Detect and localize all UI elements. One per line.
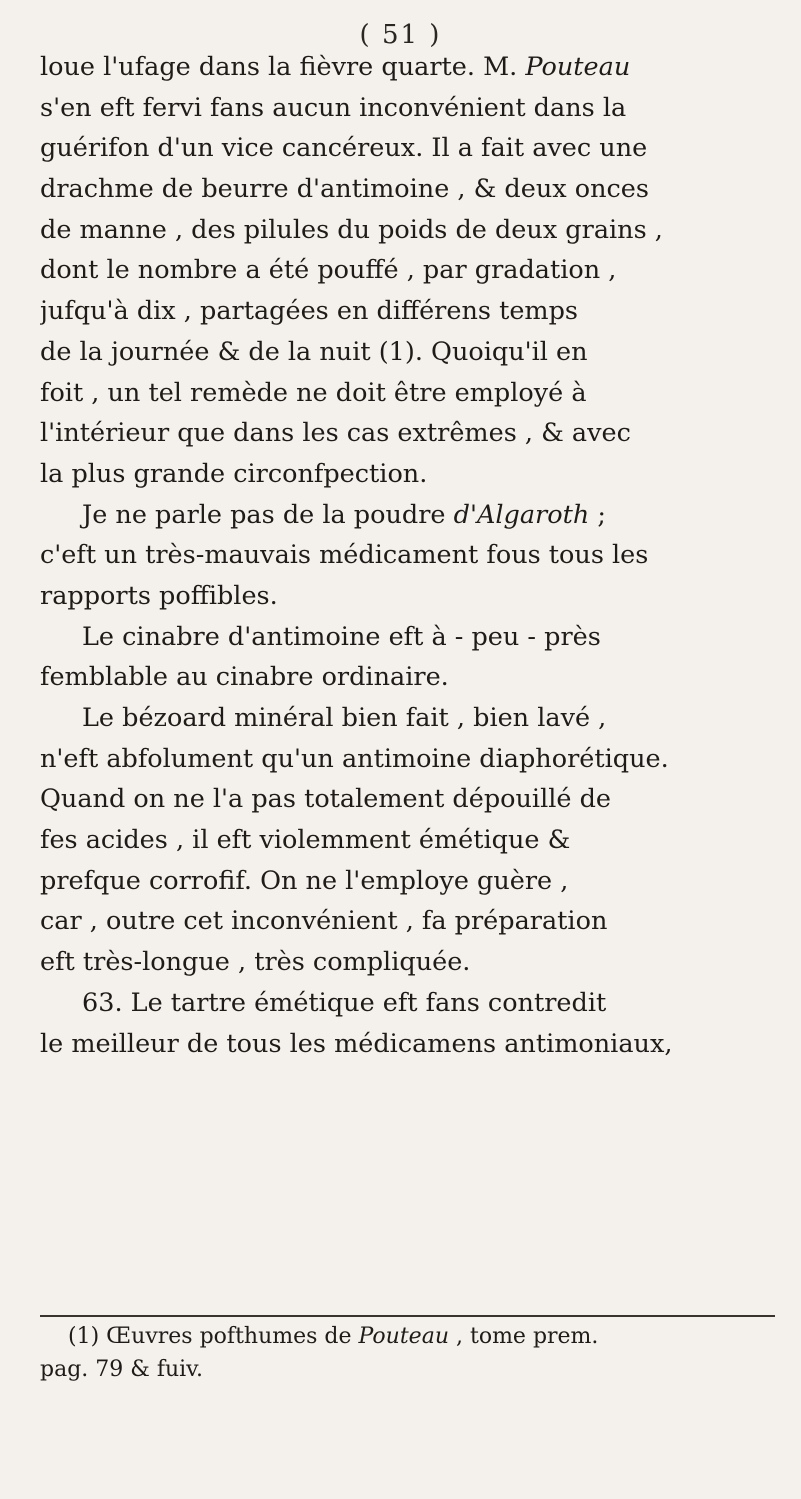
text-segment: , tome prem. — [449, 1324, 599, 1349]
text-segment: de manne , des pilules du poids de deux grains , — [40, 214, 663, 245]
text-segment: jufqu'à dix , partagées en différens temps — [40, 296, 579, 327]
text-line — [40, 657, 775, 698]
text-line — [40, 861, 775, 902]
page-number-header: ( 51 ) — [359, 20, 442, 50]
italic-text: d'Algaroth — [453, 499, 590, 530]
text-segment: la plus grande circonfpection. — [40, 458, 428, 489]
text-line — [40, 901, 775, 942]
text-segment: le meilleur de tous les médicamens antimoniaux, — [40, 1028, 673, 1059]
text-segment: eft très-longue , très compliquée. — [40, 947, 471, 978]
text-line — [40, 88, 775, 129]
text-line — [40, 495, 775, 536]
text-segment: 63. Le tartre émétique eft fans contredit — [82, 987, 607, 1018]
text-line — [40, 983, 775, 1024]
text-segment: Quand on ne l'a pas totalement dépouillé de — [40, 784, 612, 815]
text-segment: rapports poffibles. — [40, 580, 278, 611]
text-line — [40, 576, 775, 617]
text-segment: pag. 79 & fuiv. — [40, 1357, 203, 1382]
text-line — [40, 779, 775, 820]
text-line — [40, 373, 775, 414]
text-segment: s'en eft fervi fans aucun inconvénient dans la — [40, 92, 627, 123]
text-line — [40, 820, 775, 861]
text-segment: dont le nombre a été pouffé , par gradation , — [40, 255, 617, 286]
text-segment: femblable au cinabre ordinaire. — [40, 662, 449, 693]
text-line — [40, 454, 775, 495]
footnote — [40, 1320, 775, 1386]
italic-text: Pouteau — [358, 1324, 449, 1349]
text-line — [40, 291, 775, 332]
text-line — [40, 535, 775, 576]
text-segment: guérifon d'un vice cancéreux. Il a fait avec une — [40, 133, 648, 164]
text-line — [40, 332, 775, 373]
text-line — [40, 413, 775, 454]
text-line — [40, 128, 775, 169]
text-line — [40, 250, 775, 291]
text-line — [40, 617, 775, 658]
text-segment: prefque corrofif. On ne l'employe guère , — [40, 865, 569, 896]
italic-text: Pouteau — [525, 52, 631, 82]
text-line — [40, 942, 775, 983]
footnote-divider — [40, 1315, 775, 1317]
text-segment: de la journée & de la nuit (1). Quoiqu'il en — [40, 336, 588, 367]
body-text — [40, 47, 775, 1064]
text-segment: fes acides , il eft violemment émétique & — [40, 825, 571, 856]
text-segment: Je ne parle pas de la poudre — [82, 499, 454, 530]
text-segment: n'eft abfolument qu'un antimoine diaphorétique. — [40, 743, 669, 774]
text-line — [40, 47, 775, 88]
text-line — [40, 1024, 775, 1065]
text-line — [40, 739, 775, 780]
text-segment: Le bézoard minéral bien fait , bien lavé , — [82, 703, 607, 733]
text-segment: drachme de beurre d'antimoine , & deux onces — [40, 174, 649, 205]
footnote-line — [40, 1320, 775, 1353]
text-segment: loue l'ufage dans la fièvre quarte. M. — [40, 52, 526, 82]
text-segment: (1) Œuvres pofthumes de — [68, 1324, 359, 1349]
text-segment: l'intérieur que dans les cas extrêmes , & avec — [40, 418, 631, 449]
text-line — [40, 169, 775, 210]
footnote-line — [40, 1353, 775, 1386]
text-segment: Le cinabre d'antimoine eft à - peu - près — [82, 621, 601, 652]
text-line — [40, 210, 775, 251]
text-segment: c'eft un très-mauvais médicament fous tous les — [40, 540, 649, 571]
text-line — [40, 698, 775, 739]
text-segment: ; — [589, 499, 606, 530]
text-segment: car , outre cet inconvénient , fa préparation — [40, 906, 608, 937]
text-segment: foit , un tel remède ne doit être employé à — [40, 377, 587, 408]
